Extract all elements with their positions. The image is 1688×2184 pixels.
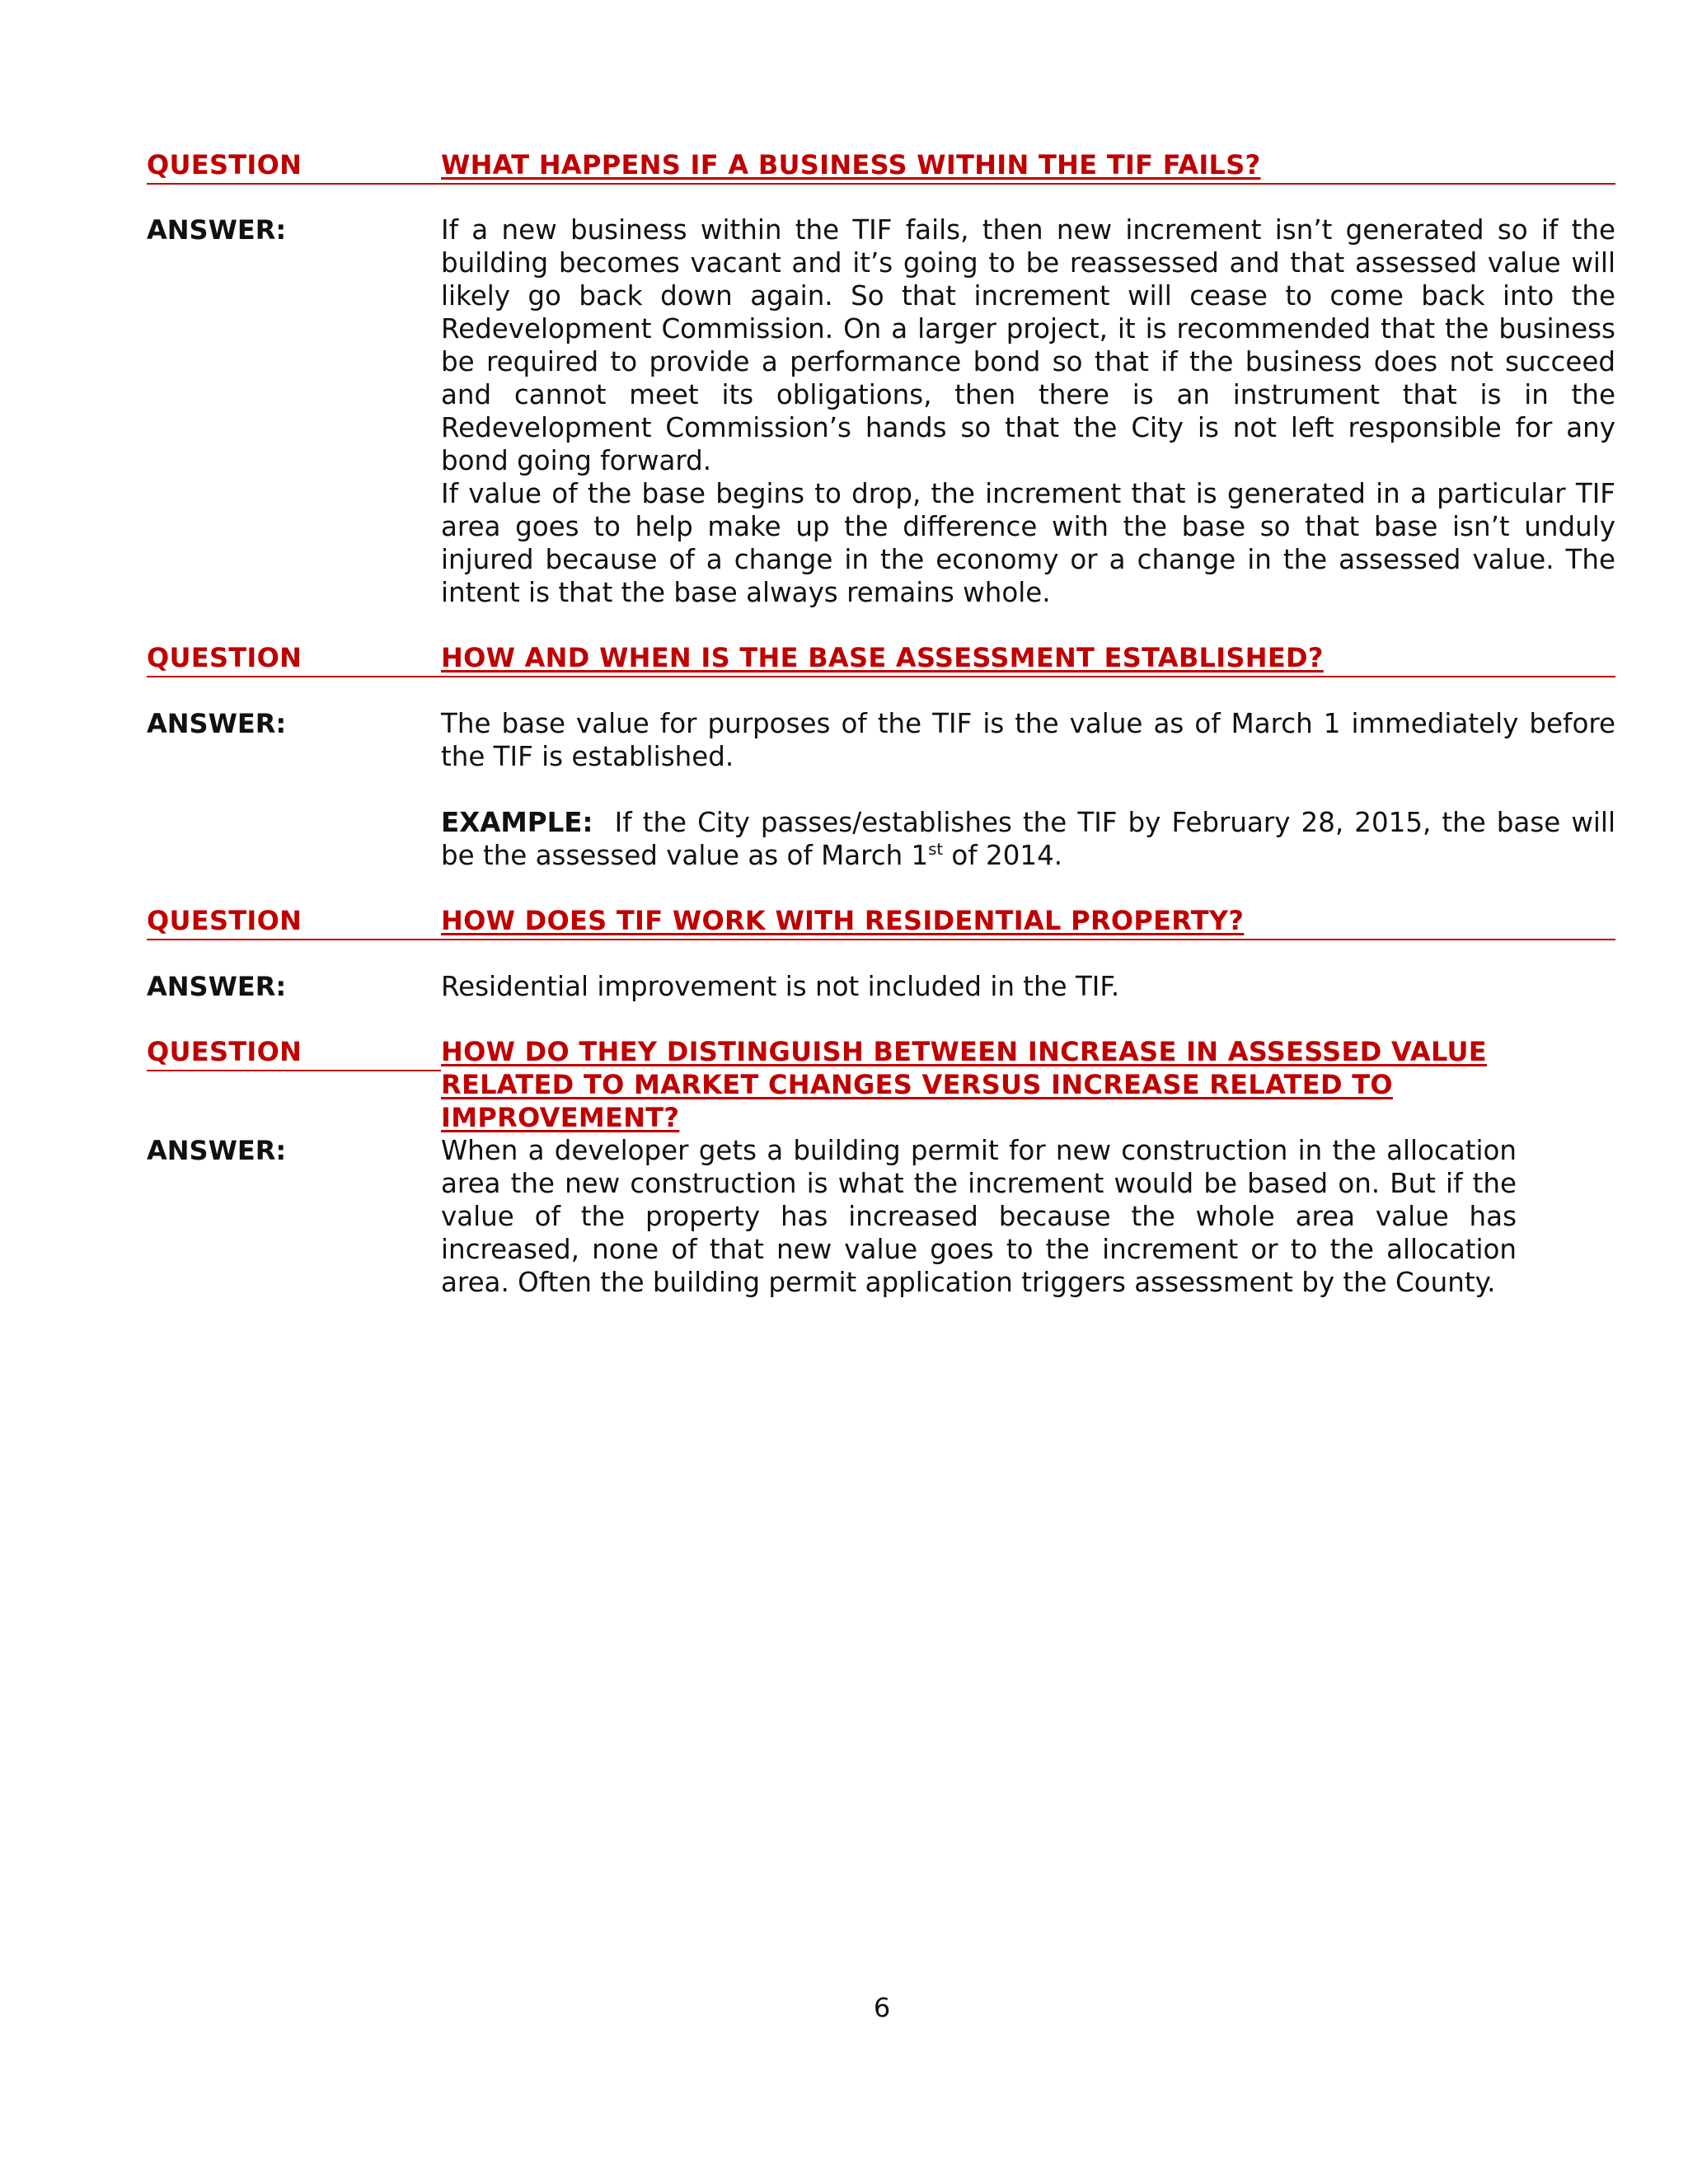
- answer-2: [147, 707, 1615, 773]
- question-label: QUESTION: [147, 1035, 441, 1071]
- answer-1-continued: [147, 477, 1615, 609]
- question-text: WHAT HAPPENS IF A BUSINESS WITHIN THE TIF FAILS?: [441, 148, 1615, 185]
- answer-label: ANSWER:: [147, 214, 287, 246]
- example-text-end: of 2014.: [943, 840, 1063, 871]
- question-text: HOW DO THEY DISTINGUISH BETWEEN INCREASE IN ASSESSED VALUE RELATED TO MARKET CHANGES VERSUS INCREASE RELATED TO IMPROVEMENT?: [441, 1036, 1487, 1133]
- question-2: [147, 641, 1615, 681]
- ordinal-suffix: st: [928, 840, 944, 860]
- example-label: EXAMPLE:: [441, 807, 593, 838]
- answer-paragraph: Residential improvement is not included in the TIF.: [441, 971, 1120, 1002]
- answer-3: [147, 970, 1615, 1003]
- answer-paragraph: If value of the base begins to drop, the increment that is generated in a particular TIF area goes to help make up the difference with the base so that base isn’t unduly injured because of a change in the economy or a change in the assessed value. The intent is that the base always remains whole.: [441, 478, 1615, 608]
- question-3: [147, 904, 1615, 944]
- answer-label: ANSWER:: [147, 1135, 287, 1166]
- example-paragraph: [441, 806, 1625, 872]
- question-label: QUESTION: [147, 148, 441, 185]
- answer-label: ANSWER:: [147, 971, 287, 1002]
- answer-paragraph: If a new business within the TIF fails, then new increment isn’t generated so if the building becomes vacant and it’s going to be reassessed and that assessed value will likely go back down again. So that increment will cease to come back into the Redevelopment Commission. On a larger project, it is recommended that the business be required to provide a performance bond so that if the business does not succeed and cannot meet its obligations, then there is an instrument that is in the Redevelopment Commission’s hands so that the City is not left responsible for any bond going forward.: [441, 214, 1615, 476]
- question-1: [147, 148, 1615, 188]
- answer-4: [147, 1134, 1615, 1299]
- question-4: [147, 1035, 1615, 1133]
- question-label: QUESTION: [147, 641, 441, 677]
- answer-1: [147, 213, 1615, 476]
- answer-label: ANSWER:: [147, 708, 287, 739]
- answer-paragraph: The base value for purposes of the TIF is the value as of March 1 immediately before the TIF is established.: [441, 708, 1615, 772]
- question-label: QUESTION: [147, 904, 441, 940]
- answer-paragraph: When a developer gets a building permit for new construction in the allocation area the new construction is what the increment would be based on. But if the value of the property has increased because the whole area value has increased, none of that new value goes to the increment or to the allocation area. Often the building permit application triggers assessment by the County.: [441, 1135, 1517, 1298]
- question-text: HOW DOES TIF WORK WITH RESIDENTIAL PROPERTY?: [441, 904, 1615, 940]
- page-number: 6: [873, 1992, 891, 2023]
- example-2: [147, 806, 1625, 872]
- question-text: HOW AND WHEN IS THE BASE ASSESSMENT ESTABLISHED?: [441, 641, 1615, 677]
- example-text: If the City passes/establishes the TIF by February 28, 2015, the base will be the assessed value as of March 1: [441, 807, 1625, 871]
